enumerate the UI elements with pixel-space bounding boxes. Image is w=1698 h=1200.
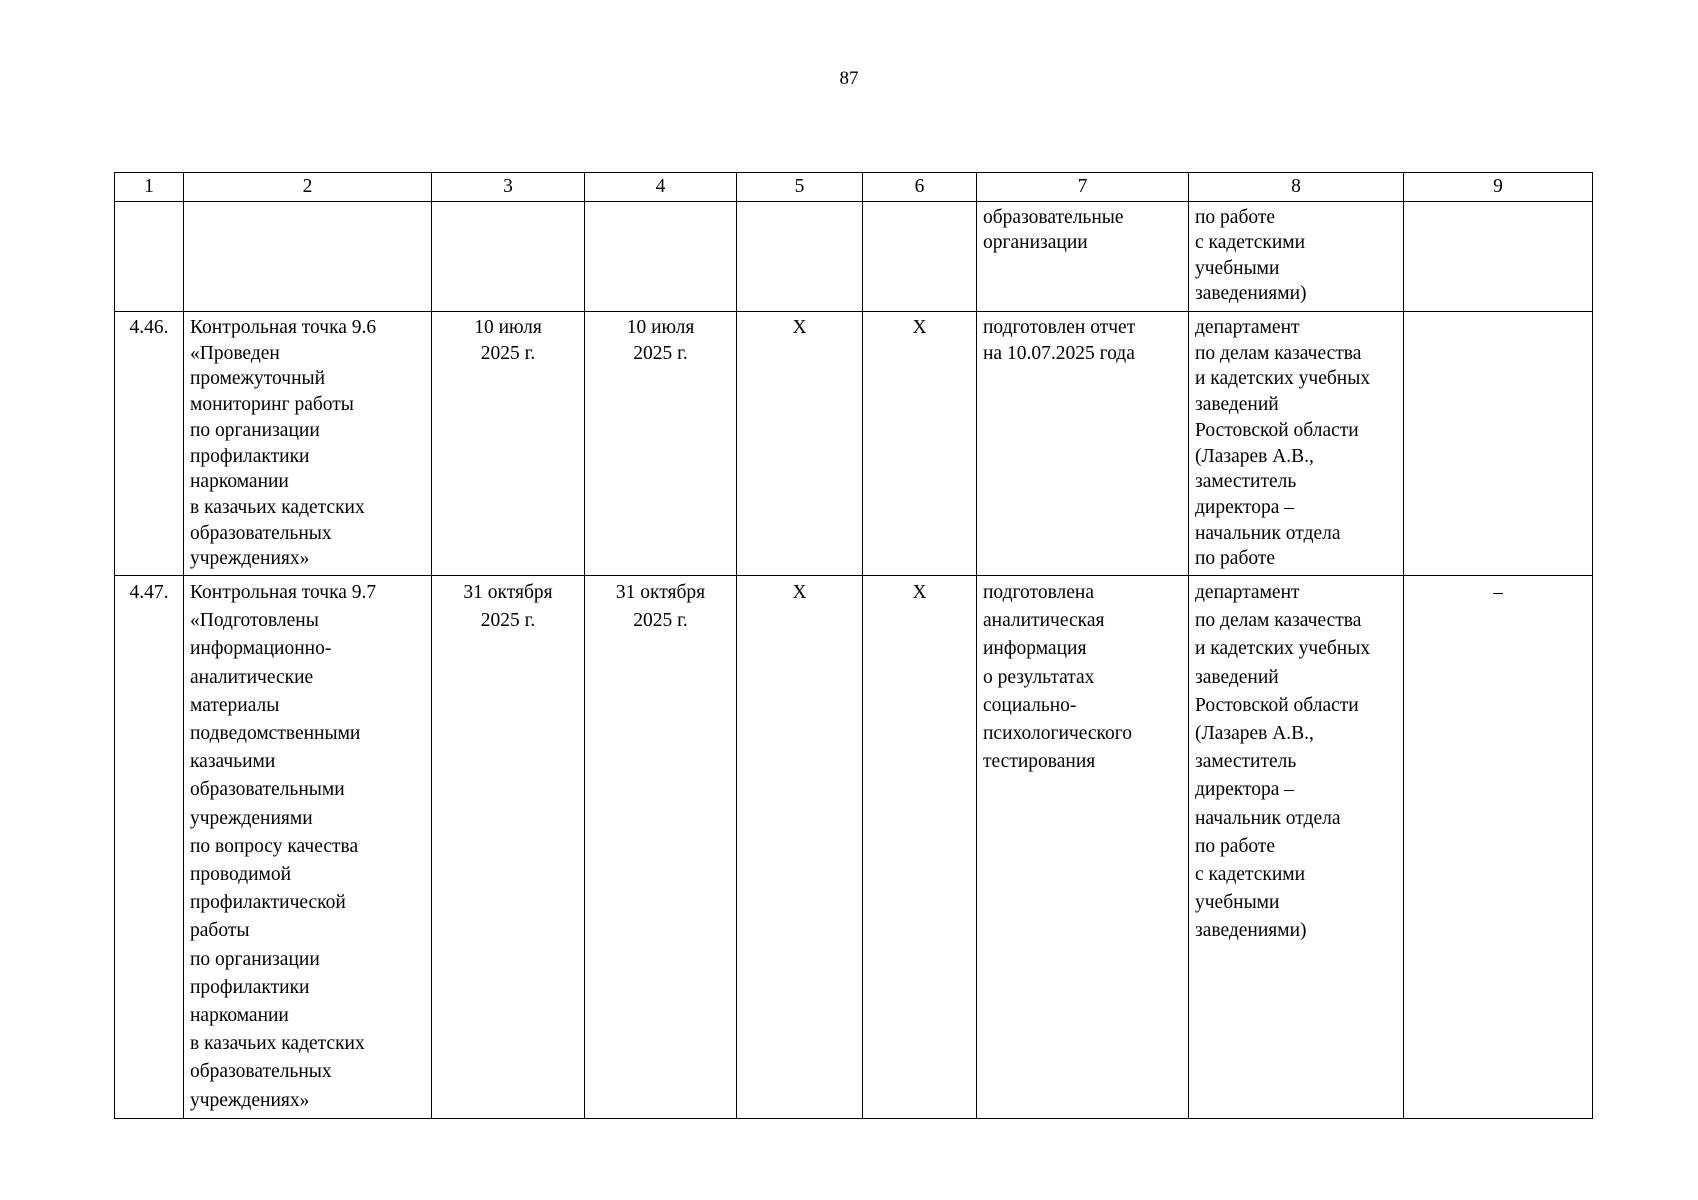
page-number: 87: [839, 68, 859, 89]
header-cell-6: 6: [863, 173, 977, 202]
header-cell-3: 3: [432, 173, 585, 202]
row-result: образовательные организации: [977, 202, 1189, 312]
header-cell-5: 5: [737, 173, 863, 202]
header-cell-7: 7: [977, 173, 1189, 202]
row-result: подготовлена аналитическая информация о результатах социально- психологического тестирования: [977, 576, 1189, 1119]
header-cell-4: 4: [585, 173, 737, 202]
table-row: [115, 576, 1593, 1119]
row-note: [1404, 202, 1593, 312]
row-responsible: департамент по делам казачества и кадетских учебных заведений Ростовской области (Лазарев А.В., заместитель директора – начальник отдела по работе с кадетскими учебными заведениями): [1189, 576, 1404, 1119]
plan-table: [114, 172, 1593, 1119]
row-result: подготовлен отчет на 10.07.2025 года: [977, 312, 1189, 576]
row-end-date: 10 июля 2025 г.: [585, 312, 737, 576]
row-col6: Х: [863, 312, 977, 576]
row-end-date: 31 октября 2025 г.: [585, 576, 737, 1119]
row-start-date: 31 октября 2025 г.: [432, 576, 585, 1119]
row-name: Контрольная точка 9.6 «Проведен промежуточный мониторинг работы по организации профилактики наркомании в казачьих кадетских образовательных учреждениях»: [184, 312, 432, 576]
row-end-date: [585, 202, 737, 312]
row-number: [115, 202, 184, 312]
row-col5: Х: [737, 576, 863, 1119]
row-start-date: [432, 202, 585, 312]
table-row: [115, 312, 1593, 576]
header-cell-8: 8: [1189, 173, 1404, 202]
row-note: –: [1404, 576, 1593, 1119]
header-cell-9: 9: [1404, 173, 1593, 202]
row-responsible: департамент по делам казачества и кадетских учебных заведений Ростовской области (Лазарев А.В., заместитель директора – начальник отдела по работе: [1189, 312, 1404, 576]
row-name: [184, 202, 432, 312]
header-cell-1: 1: [115, 173, 184, 202]
table-header-row: [115, 173, 1593, 202]
row-responsible: по работе с кадетскими учебными заведениями): [1189, 202, 1404, 312]
table-row: [115, 202, 1593, 312]
row-name: Контрольная точка 9.7 «Подготовлены информационно- аналитические материалы подведомственными казачьими образовательными учреждениями по вопросу качества проводимой профилактической работы по организации профилактики наркомании в казачьих кадетских образовательных учреждениях»: [184, 576, 432, 1119]
row-number: 4.46.: [115, 312, 184, 576]
row-note: [1404, 312, 1593, 576]
row-number: 4.47.: [115, 576, 184, 1119]
row-start-date: 10 июля 2025 г.: [432, 312, 585, 576]
header-cell-2: 2: [184, 173, 432, 202]
row-col6: [863, 202, 977, 312]
row-col6: Х: [863, 576, 977, 1119]
row-col5: Х: [737, 312, 863, 576]
row-col5: [737, 202, 863, 312]
